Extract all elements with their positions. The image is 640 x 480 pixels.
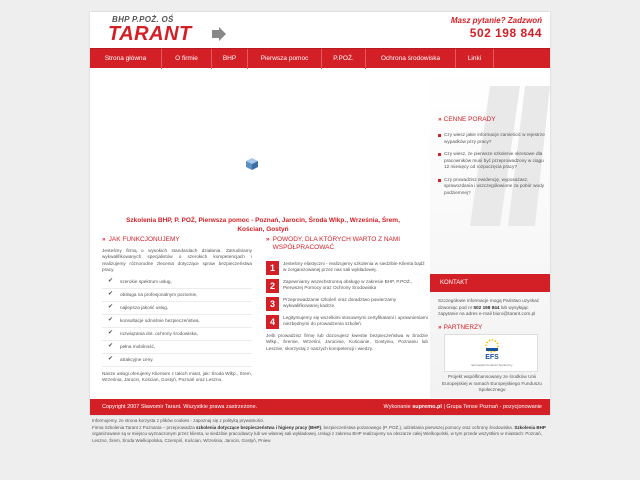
footer <box>90 399 550 415</box>
check-icon: ✔ <box>108 356 114 363</box>
seo-line4: BHP realizujemy na obszarze całej Wielkopolski, w tym przede wszystkim w miastach: Poznań, Leszno, Śrem, Środa Wielkopolska, Czempiń, Kościan, Września, Jarocin, Gostyń, Pniew <box>92 431 542 443</box>
hero-slogan-line1: Szkolenia BHP, P. POŻ, Pierwsza pomoc - Poznań, Jarocin, Środa Wlkp., Września, Śrem, <box>126 217 400 224</box>
header <box>90 12 550 47</box>
seo-line2b: szkolenia dotyczące bezpieczeństwa i higieny pracy (BHP) <box>196 424 322 430</box>
list-item-label: rozwiązania dot. ochrony środowiska, <box>120 331 198 337</box>
nav-item-home[interactable]: Strona główna <box>90 49 162 69</box>
footer-agency-rest: | Grupa Tense Poznań - pozycjonowanie <box>443 404 542 410</box>
list-item-label: pełna mobilność, <box>120 344 156 350</box>
reason-number: 2 <box>266 279 279 293</box>
hero-banner <box>90 68 430 238</box>
seo-line2a: Firma Szkolenia Tarant z Poznania – przeprowadza <box>92 424 195 430</box>
eu-stars-icon <box>483 338 501 354</box>
faq-list <box>438 132 548 202</box>
check-icon: ✔ <box>108 278 114 285</box>
site-logo[interactable] <box>108 15 228 45</box>
reasons-heading <box>266 236 428 252</box>
how-we-work-section <box>102 236 252 384</box>
efs-subtitle: Europejski Fundusz Społeczny <box>471 363 513 367</box>
reasons-outro: Jeśli prowadzisz firmę lub dozorujesz kwestie bezpieczeństwa w Środzie Wlkp., Śremie, Wrześni, Jarocinie, Kościanie, Gostyniu, Poznaniu lub Lesznie, skorzystaj z naszych kompetencji i wiedzy. <box>266 333 428 351</box>
logo-tagline: BHP P.POŻ. OŚ <box>112 15 174 24</box>
nav-item-environment[interactable]: Ochrona środowiska <box>366 49 456 69</box>
page-container <box>90 12 550 415</box>
nav-item-first-aid[interactable]: Pierwsza pomoc <box>248 49 322 69</box>
seo-line2c: , bezpieczeństwa pożarowego (P. POŻ.), udzielania pierwszej pomocy oraz ochrony środowiska. <box>321 424 514 430</box>
reason-number: 1 <box>266 261 279 275</box>
efs-label: EFS <box>485 354 499 361</box>
footer-copyright: Copyright 2007 Sławomir Tarant. Wszystkie prawa zastrzeżone. <box>102 404 258 410</box>
how-we-work-title: JAK FUNKCJONUJEMY <box>108 236 180 243</box>
list-item <box>102 341 252 354</box>
kontakt-email[interactable]: biuro@tarant.com.pl <box>493 311 536 316</box>
list-item <box>102 315 252 328</box>
reason-text: Przeprowadzanie szkoleń oraz doradztwo powierzamy wykwalifikowanej kadrze. <box>283 297 397 309</box>
list-item <box>102 302 252 315</box>
list-item-label: szerokie spektrum usług, <box>120 279 172 285</box>
faq-link[interactable]: Czy wiesz jakie informacje zamieścić w rejestrze wypadków przy pracy? <box>438 132 548 145</box>
check-icon: ✔ <box>108 304 114 311</box>
heading-arrow-icon: » <box>102 236 106 243</box>
kontakt-heading: KONTAKT <box>430 274 550 292</box>
reason-number: 4 <box>266 315 279 329</box>
contact-question: Masz pytanie? Zadzwoń <box>450 16 542 25</box>
seo-line3b: organizowane są w miejscu wyznaczonym przez klienta, w siedzibie pracodawcy lub we własnej sali wykładowej. Usługi z zakresu <box>92 431 352 437</box>
nav-item-about[interactable]: O firmie <box>162 49 212 69</box>
check-icon: ✔ <box>108 291 114 298</box>
reason-item <box>266 297 428 311</box>
hero-slogan <box>102 216 424 234</box>
footer-agency-link[interactable]: supremo.pl <box>412 404 442 410</box>
logo-name: TARANT <box>108 23 192 45</box>
reason-text: Zapewniamy wszechstronną obsługę w zakresie BHP, P.POŻ., Pierwszej Pomocy oraz Ochrony Środowiska <box>283 279 413 291</box>
list-item <box>102 276 252 289</box>
check-icon: ✔ <box>108 317 114 324</box>
heading-arrow-icon: » <box>438 324 442 331</box>
reason-text: Jesteśmy elastyczni - realizujemy szkolenia w siedzibie Klienta bądź w zorganizowanej przez nas sali wykładowej. <box>283 261 425 273</box>
reasons-section <box>266 236 428 352</box>
check-icon: ✔ <box>108 330 114 337</box>
faq-link[interactable]: Czy wiesz, że pierwsze szkolenie okresowe dla pracowników musi być przeprowadzony w ciągu 12 miesięcy od rozpoczęcia pracy? <box>438 151 548 171</box>
check-icon: ✔ <box>108 343 114 350</box>
faq-link[interactable]: Czy prowadzisz ewidencję, wyposażasz, sprawozdania i uszczegółowione za pobór wody podziemnej? <box>438 177 548 197</box>
kontakt-phone: 502 198 844 <box>473 304 500 310</box>
seo-paragraph <box>92 425 548 445</box>
list-item-label: najlepsza jakość usług, <box>120 305 169 311</box>
reason-text: Legitymujemy się wszelkimi stosownymi certyfikatami i uprawnieniami niezbędnymi do prowadzenia szkoleń. <box>283 315 428 327</box>
kontakt-line1: Szczegółowe informacje mogą Państwo uzyskać dzwoniąc pod nr <box>438 298 540 310</box>
loading-cube-icon <box>246 158 258 170</box>
kontakt-line2: lub wysyłając zapytanie na adres e-mail <box>438 304 529 316</box>
faq-title: CENNE PORADY <box>443 116 496 123</box>
nav-item-ppoz[interactable]: P.POŻ. <box>322 49 366 69</box>
how-we-work-outro: Nasze usługi oferujemy Klientom z takich miast, jak: Środa Wlkp., Śrem, Września, Jarocin, Kościan, Gostyń, Poznań oraz Leszno. <box>102 371 252 383</box>
footer-made-by: Wykonanie <box>383 404 411 410</box>
heading-arrow-icon: » <box>266 236 270 243</box>
reasons-title: POWODY, DLA KTÓRYCH WARTO Z NAMI WSPÓŁPRACOWAĆ <box>272 236 401 251</box>
reason-item <box>266 315 428 329</box>
reason-number: 3 <box>266 297 279 311</box>
kontakt-info <box>438 298 546 318</box>
list-item <box>102 289 252 302</box>
list-item <box>102 354 252 367</box>
list-item <box>102 328 252 341</box>
seo-text <box>92 418 548 444</box>
nav-item-links[interactable]: Linki <box>456 49 494 69</box>
how-we-work-intro: Jesteśmy firmą o wysokich standardach działania. Zatrudniamy wykwalifikowanych specjalistów o szerokich kompetencjach i realizujemy różnorodne zlecenia dotyczące spraw bezpieczeństwa pracy. <box>102 248 252 272</box>
logo-arrow-icon <box>212 27 226 41</box>
partners-text: Projekt współfinansowany ze środków Unii Europejskiej w ramach Europejskiego Funduszu Społecznego <box>441 374 543 392</box>
how-we-work-heading <box>102 236 252 244</box>
main-nav <box>90 48 550 68</box>
header-contact <box>451 16 542 40</box>
footer-credits <box>384 399 542 415</box>
seo-line3a: Szkolenia BHP <box>514 424 546 430</box>
advantages-list <box>102 276 252 367</box>
reason-item <box>266 261 428 275</box>
partners-title: PARTNERZY <box>443 324 483 331</box>
reason-item <box>266 279 428 293</box>
list-item-label: atrakcyjne ceny. <box>120 357 154 363</box>
hero-slogan-line2: Kościan, Gostyń <box>237 226 289 233</box>
contact-phone: 502 198 844 <box>469 26 542 40</box>
heading-arrow-icon: » <box>438 116 442 123</box>
efs-logo[interactable] <box>444 334 538 372</box>
list-item-label: konsultacje odnośnie bezpieczeństwa, <box>120 318 200 324</box>
partners-heading <box>438 324 482 331</box>
list-item-label: obsługa na profesjonalnym poziomie, <box>120 292 198 298</box>
cookies-notice: Informujemy, że strona korzysta z plików cookies - zapoznaj się z polityką prywatności. <box>92 418 265 423</box>
sidebar <box>430 68 550 398</box>
nav-item-bhp[interactable]: BHP <box>212 49 248 69</box>
faq-heading <box>438 116 496 123</box>
